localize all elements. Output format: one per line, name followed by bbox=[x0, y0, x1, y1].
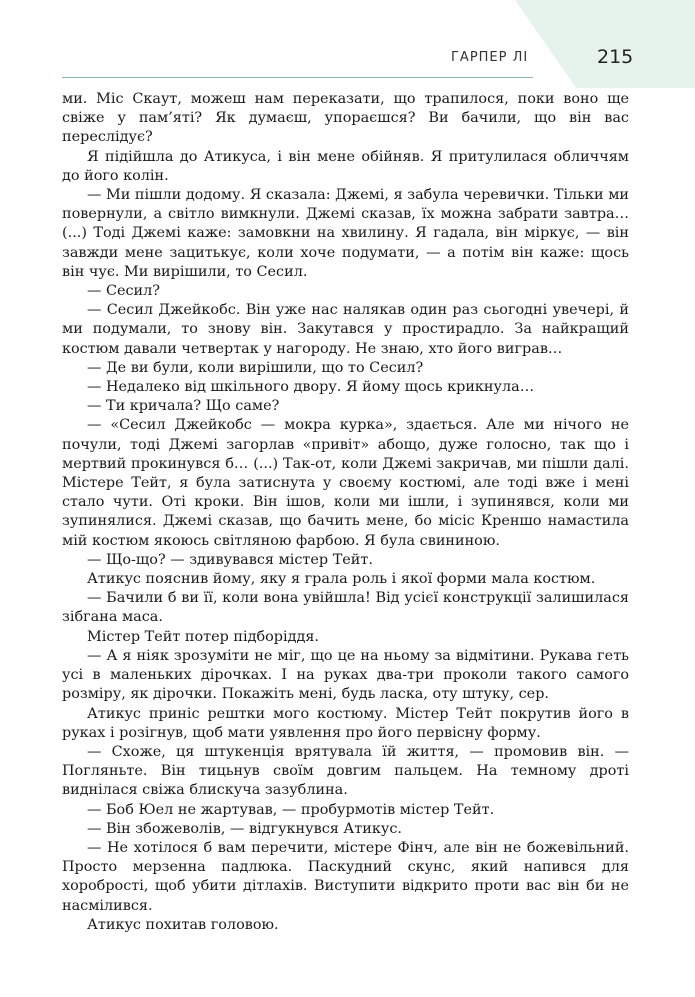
paragraph: Містер Тейт потер підборіддя. bbox=[87, 628, 319, 645]
paragraph: ми. Міс Скаут, можеш нам переказати, що трапилося, поки воно ще свіже у пам’яті? Як думаєш, упораєшся? Ви бачили, що він вас переслідує? bbox=[62, 91, 629, 146]
body-text bbox=[62, 90, 629, 935]
paragraph: — Недалеко від шкільного двору. Я йому щось крикнула… bbox=[87, 379, 535, 396]
paragraph: — Ти кричала? Що саме? bbox=[87, 398, 280, 415]
paragraph: — Ми пішли додому. Я сказала: Джемі, я забула черевички. Тільки ми повернули, а світло вимкнули. Джемі сказав, їх можна забрати завтра… (...) Тоді Джемі каже: замовкни на хвилину. Я гадала, він міркує, — він завжди мене зацитькує, коли хоче подумати, — а потім він каже: щось він чує. Ми вирішили, то Сесил. bbox=[62, 187, 629, 280]
running-header-title: ГАРПЕР ЛІ bbox=[451, 50, 529, 65]
paragraph: Атикус пояснив йому, яку я грала роль і якої форми мала костюм. bbox=[87, 571, 596, 588]
running-header bbox=[0, 0, 695, 90]
paragraph: — Сесил? bbox=[87, 283, 161, 300]
paragraph: — Де ви були, коли вирішили, що то Сесил? bbox=[87, 359, 424, 376]
paragraph: — А я ніяк зрозуміти не міг, що це на ньому за відмітини. Рукава геть усі в маленьких дірочках. І на руках два-три проколи такого самого розміру, як дірочки. Покажіть мені, будь ласка, оту штуку, сер. bbox=[62, 647, 629, 703]
paragraph: Я підійшла до Атикуса, і він мене обійняв. Я притулилася обличчям до його колін. bbox=[62, 148, 629, 184]
paragraph: Атикус похитав головою. bbox=[87, 916, 279, 933]
paragraph: Атикус приніс рештки мого костюму. Містер Тейт покрутив його в руках і розігнув, щоб мати уявлення про його первісну форму. bbox=[62, 705, 629, 741]
paragraph: — «Сесил Джейкобс — мокра курка», здається. Але ми нічого не почули, тоді Джемі загорлав «привіт» абощо, дуже голосно, так що і мертвий прокинувся б… (...) Так-от, коли Джемі закричав, ми пішли далі. Містере Тейт, я була затиснута у своєму костюмі, але тоді вже і мені стало чути. Оті кроки. Він ішов, коли ми ішли, і зупинявся, коли ми зупинялися. Джемі сказав, що бачить мене, бо місіс Креншо намастила мій костюм якоюсь світляною фарбою. Я була свининою. bbox=[62, 417, 629, 549]
paragraph: — Що-що? — здивувався містер Тейт. bbox=[87, 551, 373, 568]
header-rule bbox=[62, 77, 533, 78]
paragraph: — Він збожеволів, — відгукнувся Атикус. bbox=[87, 820, 402, 837]
paragraph: — Боб Юел не жартував, — пробурмотів містер Тейт. bbox=[87, 801, 495, 818]
paragraph: — Не хотілося б вам перечити, містере Фінч, але він не божевільний. Просто мерзенна падлюка. Паскудний скунс, який напився для хоробрості, щоб убити дітлахів. Виступити відкрито проти вас він би не насмілився. bbox=[62, 839, 629, 914]
paragraph: — Бачили б ви її, коли вона увійшла! Від усієї конструкції залишилася зібгана маса. bbox=[62, 590, 629, 626]
page-number: 215 bbox=[597, 46, 634, 68]
paragraph: — Схоже, ця штукенція врятувала їй життя, — промовив він. — Погляньте. Він тицьнув своїм довгим пальцем. На темному дроті виднілася свіжа блискуча зазублина. bbox=[62, 743, 629, 799]
paragraph: — Сесил Джейкобс. Він уже нас налякав один раз сьогодні увечері, й ми подумали, то знову він. Закутався у простирадло. За найкращий костюм давали четвертак у нагороду. Не знаю, хто його виграв… bbox=[62, 302, 629, 357]
